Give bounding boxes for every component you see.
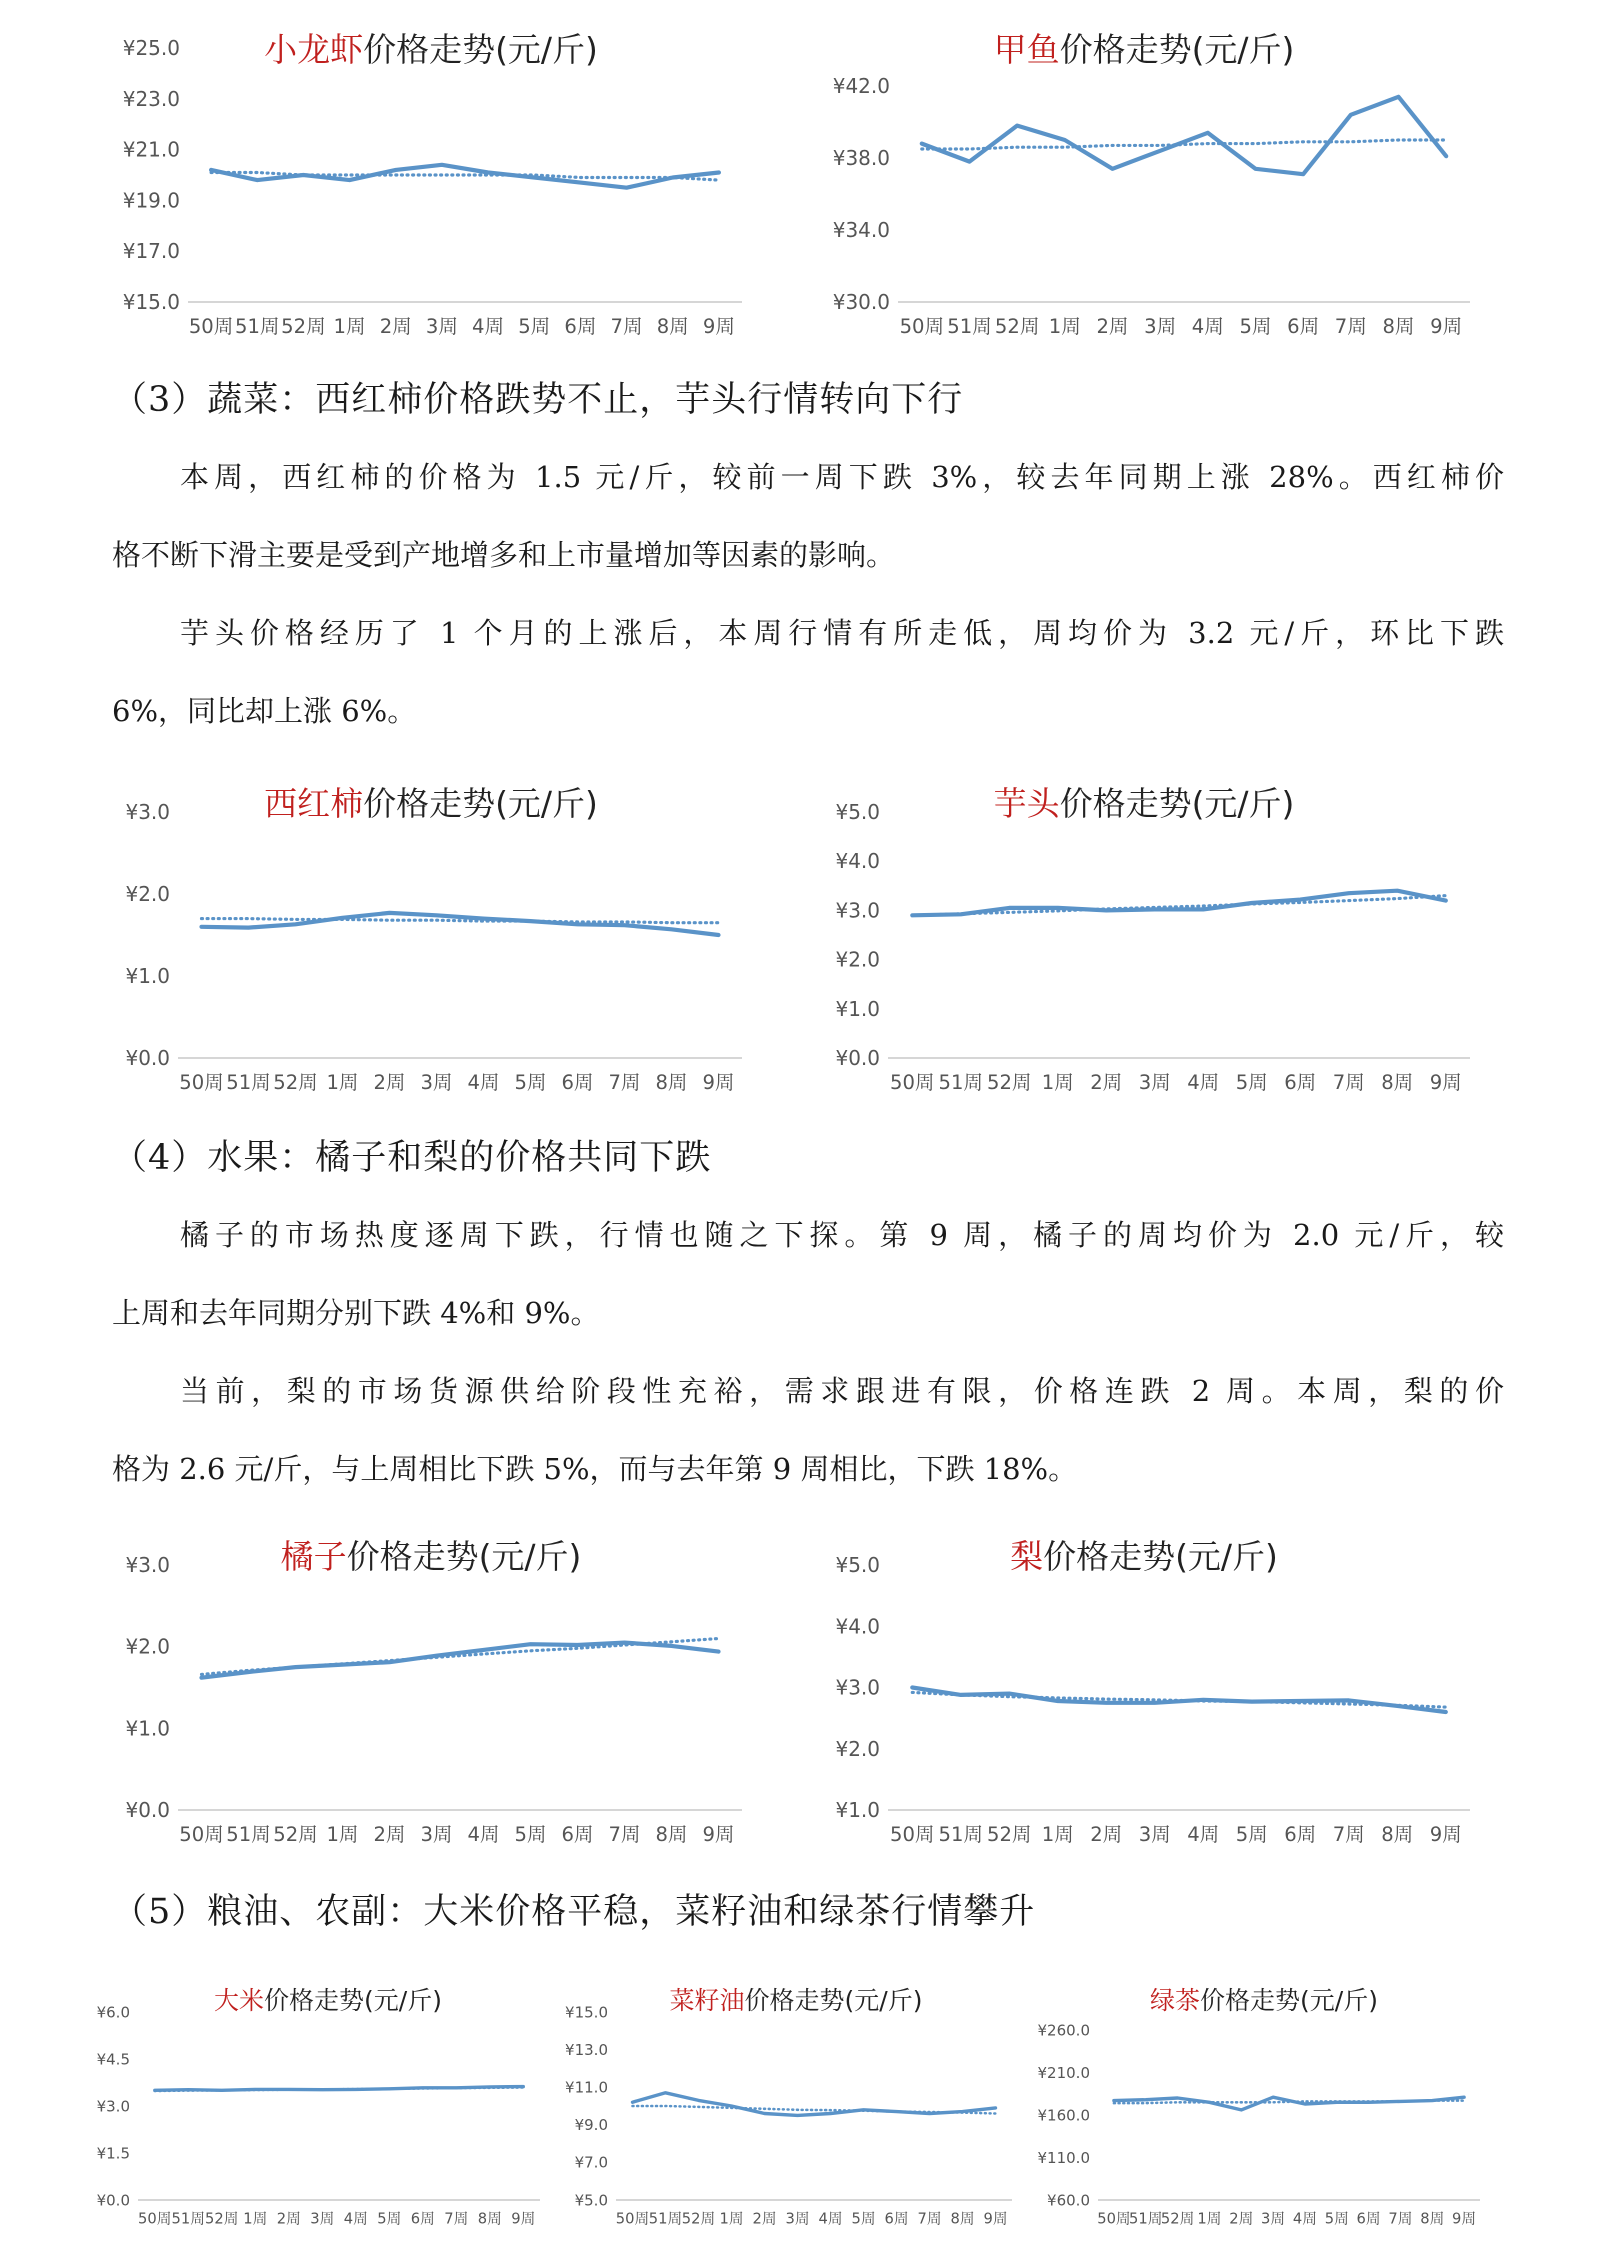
- x-tick-label: 4周: [1191, 315, 1224, 338]
- y-tick-label: ¥25.0: [122, 36, 180, 60]
- x-tick-label: 51周: [648, 2210, 683, 2228]
- y-tick-label: ¥0.0: [835, 1046, 880, 1070]
- y-tick-label: ¥5.0: [835, 800, 880, 824]
- x-tick-label: 50周: [188, 315, 234, 338]
- x-tick-label: 9周: [1429, 1823, 1462, 1846]
- y-tick-label: ¥1.0: [125, 1716, 170, 1741]
- x-tick-label: 52周: [681, 2210, 716, 2228]
- x-tick-label: 50周: [138, 2210, 172, 2228]
- y-tick-label: ¥110.0: [1037, 2148, 1090, 2167]
- y-tick-label: ¥5.0: [574, 2191, 608, 2210]
- y-tick-label: ¥9.0: [574, 2116, 608, 2135]
- x-tick-label: 1周: [326, 1071, 359, 1094]
- chart-title: [108, 24, 754, 71]
- x-tick-label: 3周: [310, 2210, 335, 2228]
- chart-title-rest: 价格走势(元/斤): [1043, 1537, 1278, 1576]
- x-tick-label: 51周: [938, 1823, 984, 1846]
- y-tick-label: ¥38.0: [832, 146, 890, 170]
- chart-plot: [1037, 1978, 1484, 2240]
- y-tick-label: ¥2.0: [125, 1634, 170, 1659]
- y-tick-label: ¥21.0: [122, 137, 180, 162]
- x-tick-label: 3周: [1138, 1071, 1171, 1094]
- x-tick-label: 50周: [899, 315, 945, 338]
- x-tick-label: 5周: [851, 2210, 876, 2228]
- x-tick-label: 7周: [1388, 2210, 1413, 2228]
- x-tick-label: 7周: [1332, 1823, 1365, 1846]
- x-tick-label: 8周: [477, 2210, 502, 2228]
- x-tick-label: 2周: [1096, 315, 1129, 338]
- y-tick-label: ¥19.0: [122, 188, 180, 213]
- x-tick-label: 6周: [410, 2210, 435, 2228]
- chart-plot: [565, 1978, 1016, 2240]
- para-pear: [112, 1352, 1504, 1508]
- x-tick-label: 4周: [467, 1823, 500, 1846]
- y-tick-label: ¥3.0: [125, 800, 170, 824]
- chart-title: [108, 1531, 754, 1578]
- y-tick-label: ¥5.0: [835, 1553, 880, 1577]
- para-line: 格不断下滑主要是受到产地增多和上市量增加等因素的影响。: [112, 538, 896, 572]
- x-tick-label: 4周: [1187, 1823, 1220, 1846]
- chart-title-rest: 价格走势(元/斤): [1200, 1986, 1378, 2015]
- x-tick-label: 1周: [1041, 1071, 1074, 1094]
- price-line: [202, 913, 719, 935]
- x-tick-label: 1周: [1197, 2210, 1222, 2228]
- x-tick-label: 2周: [752, 2210, 777, 2228]
- x-tick-label: 5周: [514, 1823, 547, 1846]
- section-heading-vegetables: （3）蔬菜：西红柿价格跌势不止，芋头行情转向下行: [112, 380, 964, 420]
- x-tick-label: 4周: [1292, 2210, 1317, 2228]
- chart-title-highlight: 绿茶: [1150, 1986, 1201, 2015]
- price-line: [912, 1688, 1446, 1713]
- para-line: 上周和去年同期分别下跌 4%和 9%。: [112, 1296, 600, 1330]
- x-tick-label: 9周: [702, 1823, 735, 1846]
- y-tick-label: ¥1.0: [835, 996, 880, 1021]
- chart-title-highlight: 芋头: [993, 784, 1060, 823]
- x-tick-label: 52周: [994, 315, 1040, 338]
- x-tick-label: 6周: [561, 1071, 594, 1094]
- x-tick-label: 4周: [472, 315, 505, 338]
- chart-rice: [96, 1978, 548, 2240]
- y-tick-label: ¥1.5: [96, 2144, 130, 2163]
- x-tick-label: 6周: [1284, 1823, 1317, 1846]
- para-orange: [112, 1196, 1504, 1352]
- price-line: [202, 1643, 719, 1678]
- x-tick-label: 5周: [514, 1071, 547, 1094]
- chart-title-highlight: 甲鱼: [993, 30, 1060, 69]
- y-tick-label: ¥13.0: [565, 2040, 608, 2059]
- x-tick-label: 3周: [420, 1071, 453, 1094]
- para-line: 6%，同比却上涨 6%。: [112, 694, 417, 728]
- y-tick-label: ¥4.5: [96, 2050, 130, 2069]
- x-tick-label: 51周: [226, 1071, 271, 1094]
- chart-pear: [812, 1525, 1476, 1865]
- x-tick-label: 50周: [1097, 2210, 1131, 2228]
- chart-title-highlight: 小龙虾: [264, 30, 364, 69]
- y-tick-label: ¥1.0: [125, 964, 170, 988]
- x-tick-label: 5周: [518, 315, 551, 338]
- chart-title-rest: 价格走势(元/斤): [363, 784, 598, 823]
- x-tick-label: 2周: [1090, 1071, 1123, 1094]
- para-line: 芋头价格经历了 1 个月的上涨后，本周行情有所走低，周均价为 3.2 元/斤，环比下跌: [180, 616, 1504, 650]
- x-tick-label: 7周: [608, 1071, 641, 1094]
- x-tick-label: 6周: [561, 1823, 594, 1846]
- chart-greentea: [1037, 1978, 1484, 2240]
- x-tick-label: 9周: [1430, 315, 1463, 338]
- x-tick-label: 6周: [1356, 2210, 1381, 2228]
- y-tick-label: ¥2.0: [835, 947, 880, 972]
- y-tick-label: ¥3.0: [835, 898, 880, 923]
- chart-title-rest: 价格走势(元/斤): [346, 1537, 582, 1576]
- y-tick-label: ¥0.0: [125, 1046, 170, 1070]
- x-tick-label: 2周: [276, 2210, 301, 2228]
- x-tick-label: 5周: [1235, 1071, 1268, 1094]
- para-taro: [112, 594, 1504, 750]
- x-tick-label: 6周: [1284, 1071, 1317, 1094]
- para-line: 橘子的市场热度逐周下跌，行情也随之下探。第 9 周，橘子的周均价为 2.0 元/斤，较: [180, 1218, 1504, 1252]
- x-tick-label: 7周: [444, 2210, 469, 2228]
- y-tick-label: ¥23.0: [122, 86, 180, 111]
- x-tick-label: 6周: [884, 2210, 909, 2228]
- x-tick-label: 2周: [373, 1071, 406, 1094]
- y-tick-label: ¥210.0: [1037, 2063, 1090, 2082]
- chart-crayfish: [108, 18, 754, 358]
- x-tick-label: 9周: [983, 2210, 1008, 2228]
- chart-turtle: [812, 18, 1476, 358]
- x-tick-label: 7周: [608, 1823, 641, 1846]
- x-tick-label: 1周: [333, 315, 366, 338]
- x-tick-label: 6周: [1287, 315, 1320, 338]
- para-line: 格为 2.6 元/斤，与上周相比下跌 5%，而与去年第 9 周相比，下跌 18%。: [112, 1452, 1078, 1486]
- chart-title: [1044, 1981, 1484, 2017]
- chart-title: [812, 1531, 1476, 1578]
- x-tick-label: 1周: [1041, 1823, 1074, 1846]
- x-tick-label: 7周: [610, 315, 643, 338]
- x-tick-label: 9周: [702, 1071, 735, 1094]
- x-tick-label: 3周: [1144, 315, 1177, 338]
- x-tick-label: 2周: [373, 1823, 406, 1846]
- chart-title: [108, 1981, 548, 2017]
- y-tick-label: ¥11.0: [565, 2078, 608, 2097]
- y-tick-label: ¥2.0: [125, 882, 170, 906]
- chart-title: [812, 24, 1476, 71]
- chart-orange: [108, 1525, 754, 1865]
- x-tick-label: 2周: [379, 315, 412, 338]
- chart-title-rest: 价格走势(元/斤): [1059, 30, 1295, 69]
- section-heading-fruits: （4）水果：橘子和梨的价格共同下跌: [112, 1138, 712, 1178]
- y-tick-label: ¥15.0: [122, 290, 180, 314]
- chart-tomato: [108, 772, 754, 1112]
- x-tick-label: 7周: [1334, 315, 1367, 338]
- y-tick-label: ¥34.0: [832, 218, 890, 242]
- y-tick-label: ¥160.0: [1037, 2106, 1090, 2125]
- y-tick-label: ¥3.0: [96, 2097, 130, 2116]
- x-tick-label: 52周: [281, 315, 326, 338]
- x-tick-label: 8周: [1420, 2210, 1445, 2228]
- y-tick-label: ¥4.0: [835, 849, 880, 874]
- x-tick-label: 3周: [420, 1823, 453, 1846]
- chart-title-rest: 价格走势(元/斤): [264, 1986, 442, 2015]
- chart-rapeseed: [565, 1978, 1016, 2240]
- x-tick-label: 51周: [226, 1823, 271, 1846]
- section-heading-grain-oil: （5）粮油、农副：大米价格平稳，菜籽油和绿茶行情攀升: [112, 1892, 1036, 1932]
- chart-title: [108, 778, 754, 825]
- x-tick-label: 8周: [1381, 1823, 1414, 1846]
- x-tick-label: 8周: [950, 2210, 975, 2228]
- x-tick-label: 6周: [564, 315, 597, 338]
- y-tick-label: ¥1.0: [835, 1798, 880, 1822]
- price-line: [633, 2093, 996, 2116]
- x-tick-label: 9周: [702, 315, 735, 338]
- x-tick-label: 3周: [425, 315, 458, 338]
- y-tick-label: ¥4.0: [835, 1614, 880, 1639]
- x-tick-label: 8周: [656, 315, 689, 338]
- x-tick-label: 51周: [234, 315, 280, 338]
- x-tick-label: 1周: [326, 1823, 359, 1846]
- x-tick-label: 50周: [889, 1823, 935, 1846]
- x-tick-label: 50周: [615, 2210, 650, 2228]
- y-tick-label: ¥15.0: [565, 2003, 608, 2022]
- x-tick-label: 1周: [1048, 315, 1081, 338]
- trend-line: [912, 896, 1446, 916]
- y-tick-label: ¥17.0: [122, 239, 180, 264]
- price-line: [922, 97, 1446, 174]
- y-tick-label: ¥3.0: [835, 1675, 880, 1700]
- x-tick-label: 4周: [1187, 1071, 1220, 1094]
- x-tick-label: 8周: [655, 1071, 688, 1094]
- trend-line: [202, 919, 719, 923]
- x-tick-label: 9周: [511, 2210, 536, 2228]
- x-tick-label: 52周: [273, 1071, 318, 1094]
- chart-title: [576, 1981, 1016, 2017]
- x-tick-label: 5周: [1324, 2210, 1349, 2228]
- x-tick-label: 8周: [1381, 1071, 1414, 1094]
- chart-title-rest: 价格走势(元/斤): [363, 30, 598, 69]
- x-tick-label: 52周: [986, 1823, 1032, 1846]
- x-tick-label: 3周: [1261, 2210, 1286, 2228]
- y-tick-label: ¥2.0: [835, 1736, 880, 1761]
- x-tick-label: 3周: [1138, 1823, 1171, 1846]
- chart-taro: [812, 772, 1476, 1112]
- y-tick-label: ¥7.0: [574, 2153, 608, 2172]
- x-tick-label: 51周: [1129, 2210, 1163, 2228]
- x-tick-label: 4周: [343, 2210, 368, 2228]
- chart-title-highlight: 橘子: [280, 1537, 347, 1576]
- chart-title-highlight: 菜籽油: [669, 1986, 745, 2015]
- chart-plot: [96, 1978, 548, 2240]
- x-tick-label: 3周: [785, 2210, 810, 2228]
- x-tick-label: 1周: [243, 2210, 268, 2228]
- x-tick-label: 8周: [1382, 315, 1415, 338]
- y-tick-label: ¥60.0: [1047, 2191, 1090, 2210]
- x-tick-label: 1周: [719, 2210, 744, 2228]
- para-line: 当前，梨的市场货源供给阶段性充裕，需求跟进有限，价格连跌 2 周。本周，梨的价: [180, 1374, 1504, 1408]
- chart-title-rest: 价格走势(元/斤): [1059, 784, 1295, 823]
- x-tick-label: 4周: [818, 2210, 843, 2228]
- y-tick-label: ¥260.0: [1037, 2021, 1090, 2040]
- x-tick-label: 50周: [179, 1071, 224, 1094]
- x-tick-label: 52周: [205, 2210, 239, 2228]
- chart-title-highlight: 梨: [1010, 1537, 1044, 1576]
- x-tick-label: 51周: [938, 1071, 984, 1094]
- x-tick-label: 2周: [1229, 2210, 1254, 2228]
- x-tick-label: 9周: [1429, 1071, 1462, 1094]
- x-tick-label: 51周: [171, 2210, 205, 2228]
- x-tick-label: 50周: [889, 1071, 935, 1094]
- para-tomato: [112, 438, 1504, 594]
- x-tick-label: 52周: [273, 1823, 318, 1846]
- para-line: 本周，西红柿的价格为 1.5 元/斤，较前一周下跌 3%，较去年同期上涨 28%。西红柿价: [180, 460, 1504, 494]
- x-tick-label: 7周: [1332, 1071, 1365, 1094]
- x-tick-label: 5周: [1239, 315, 1272, 338]
- x-tick-label: 4周: [467, 1071, 500, 1094]
- x-tick-label: 9周: [1452, 2210, 1477, 2228]
- x-tick-label: 5周: [377, 2210, 402, 2228]
- chart-title-rest: 价格走势(元/斤): [744, 1986, 923, 2015]
- y-tick-label: ¥0.0: [125, 1798, 170, 1822]
- chart-title-highlight: 西红柿: [264, 784, 364, 823]
- x-tick-label: 50周: [179, 1823, 224, 1846]
- chart-title-highlight: 大米: [214, 1986, 265, 2015]
- x-tick-label: 51周: [947, 315, 992, 338]
- y-tick-label: ¥6.0: [96, 2003, 130, 2022]
- y-tick-label: ¥0.0: [96, 2191, 130, 2210]
- x-tick-label: 52周: [986, 1071, 1032, 1094]
- chart-title: [812, 778, 1476, 825]
- x-tick-label: 2周: [1090, 1823, 1123, 1846]
- y-tick-label: ¥42.0: [832, 74, 890, 98]
- x-tick-label: 52周: [1160, 2210, 1195, 2228]
- x-tick-label: 7周: [917, 2210, 942, 2228]
- x-tick-label: 5周: [1235, 1823, 1268, 1846]
- x-tick-label: 8周: [655, 1823, 688, 1846]
- y-tick-label: ¥3.0: [125, 1553, 170, 1577]
- y-tick-label: ¥30.0: [832, 290, 890, 314]
